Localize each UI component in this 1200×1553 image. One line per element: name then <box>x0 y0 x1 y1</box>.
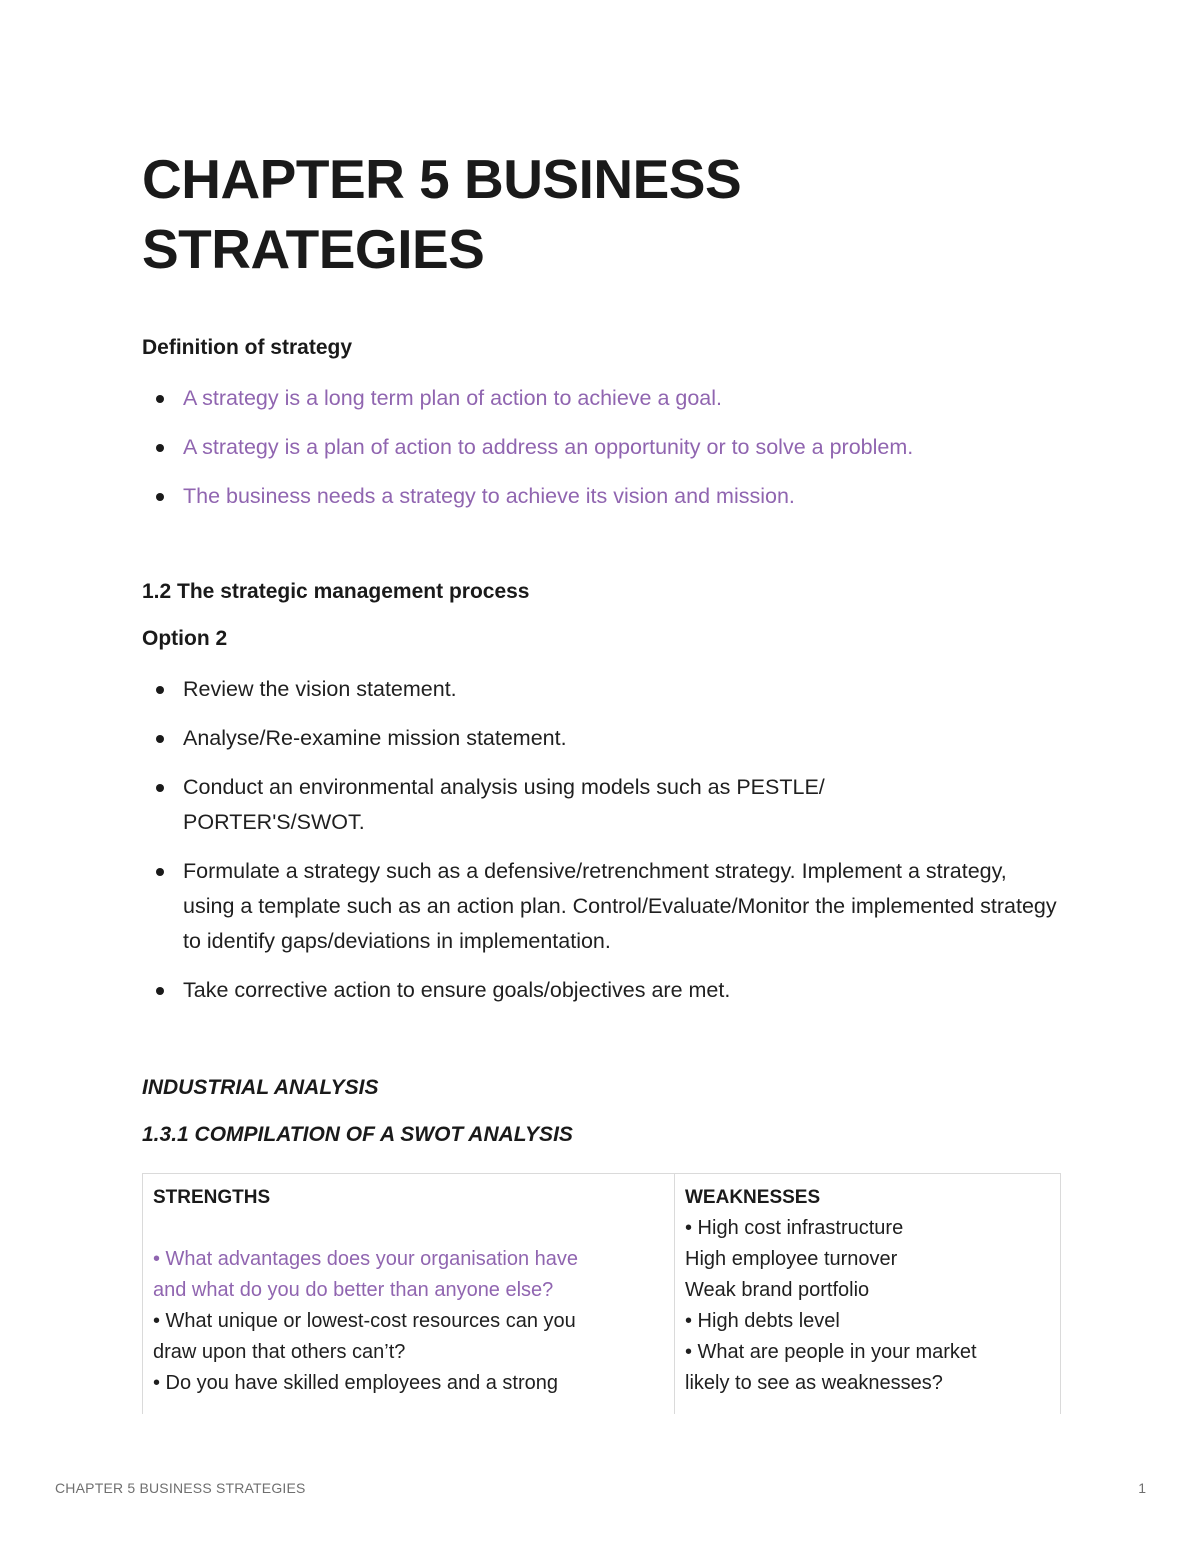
list-item: Conduct an environmental analysis using models such as PESTLE/ PORTER'S/SWOT. <box>142 770 933 840</box>
list-item: A strategy is a long term plan of action to achieve a goal. <box>142 381 1060 416</box>
list-item: Formulate a strategy such as a defensive/retrenchment strategy. Implement a strategy, using a template such as an action plan. Control/Evaluate/Monitor the implemented strategy to identify gaps/deviations in implementation. <box>142 854 1060 959</box>
weaknesses-line: High employee turnover <box>685 1248 898 1270</box>
process-list <box>142 672 1060 1022</box>
weaknesses-line: likely to see as weaknesses? <box>685 1372 943 1394</box>
list-item: Review the vision statement. <box>142 672 1060 707</box>
strengths-cell <box>143 1174 675 1414</box>
swot-heading: 1.3.1 COMPILATION OF A SWOT ANALYSIS <box>142 1123 573 1146</box>
list-item: Take corrective action to ensure goals/objectives are met. <box>142 973 1060 1008</box>
list-item: A strategy is a plan of action to address an opportunity or to solve a problem. <box>142 430 1060 465</box>
page-number: 1 <box>1138 1480 1146 1496</box>
weaknesses-cell <box>675 1174 1060 1414</box>
footer-title: CHAPTER 5 BUSINESS STRATEGIES <box>55 1480 306 1496</box>
process-subheading: Option 2 <box>142 627 228 650</box>
process-heading: 1.2 The strategic management process <box>142 580 530 603</box>
list-item: Analyse/Re-examine mission statement. <box>142 721 1060 756</box>
definition-list <box>142 381 1060 528</box>
strengths-line: and what do you do better than anyone else? <box>153 1279 554 1301</box>
weaknesses-line: • What are people in your market <box>685 1341 977 1363</box>
definition-heading: Definition of strategy <box>142 336 353 359</box>
list-item: The business needs a strategy to achieve its vision and mission. <box>142 479 1060 514</box>
strengths-line: draw upon that others can’t? <box>153 1341 406 1363</box>
spacer <box>153 1213 664 1244</box>
weaknesses-line: • High debts level <box>685 1310 840 1332</box>
strengths-line: • What advantages does your organisation have <box>153 1248 579 1270</box>
weaknesses-line: Weak brand portfolio <box>685 1279 870 1301</box>
document-title: CHAPTER 5 BUSINESS STRATEGIES <box>142 148 742 280</box>
weaknesses-line: • High cost infrastructure <box>685 1217 904 1239</box>
strengths-line: • What unique or lowest-cost resources can you <box>153 1310 576 1332</box>
strengths-heading: STRENGTHS <box>153 1187 271 1208</box>
weaknesses-heading: WEAKNESSES <box>685 1187 821 1208</box>
strengths-line: • Do you have skilled employees and a strong <box>153 1372 559 1394</box>
swot-table <box>142 1173 1061 1414</box>
industrial-heading: INDUSTRIAL ANALYSIS <box>142 1076 379 1099</box>
